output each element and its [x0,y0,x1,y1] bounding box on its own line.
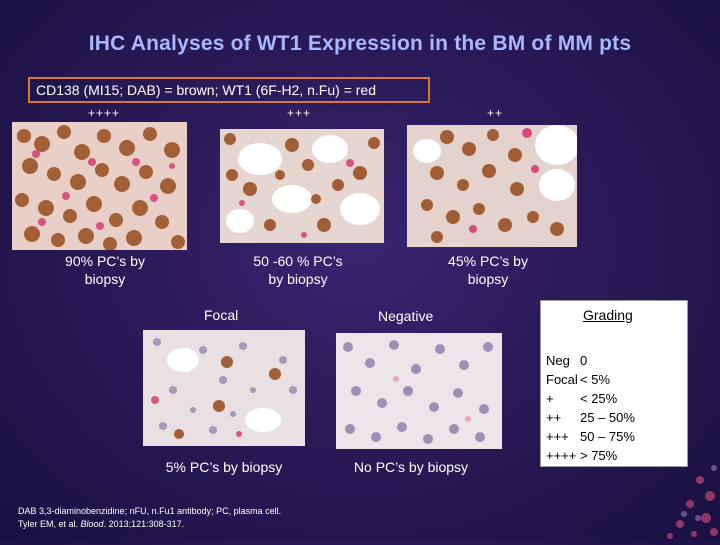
footnote-citation [18,518,281,531]
panel-2-grade: +++ [287,106,312,120]
grading-value: < 5% [580,372,610,387]
grading-key: ++ [546,410,562,425]
ihc-image-panel-5 [336,333,502,449]
grading-row [546,446,635,465]
stain-legend: CD138 (MI15; DAB) = brown; WT1 (6F-H2, n.Fu) = red [28,77,430,103]
footnote [18,505,281,531]
panel-1-grade: ++++ [88,106,121,120]
grading-row [546,408,635,427]
grading-key: Neg [546,353,570,368]
panel-4-grade: Focal [204,307,239,323]
ihc-image-panel-2 [220,129,384,243]
grading-key: +++ [546,429,569,444]
slide-title: IHC Analyses of WT1 Expression in the BM of MM pts [88,32,632,55]
grading-row [546,427,635,446]
panel-1-caption-line2: biopsy [84,271,126,287]
grading-key: ++++ [546,448,577,463]
grading-list [546,351,635,465]
panel-1-caption-line1: 90% PC’s by [65,253,145,269]
grading-value: < 25% [580,391,618,406]
panel-3-caption-line1: 45% PC’s by [448,253,528,269]
citation-authors: Tyler EM, et al. [18,519,81,529]
ihc-image-panel-4 [143,330,305,446]
grading-value: > 75% [580,448,618,463]
grading-value: 0 [580,353,588,368]
panel-3-caption-line2: biopsy [467,271,509,287]
panel-3-grade: ++ [487,106,504,120]
citation-details: . 2013;121:308-317. [103,519,185,529]
panel-2-caption-line2: by biopsy [268,271,328,287]
grading-row [546,351,635,370]
panel-4-caption: 5% PC’s by biopsy [165,459,283,475]
grading-value: 50 – 75% [580,429,635,444]
grading-row [546,370,635,389]
grading-title: Grading [583,307,633,323]
ihc-image-panel-3 [407,125,577,247]
panel-1-caption [40,252,170,288]
grading-legend-box [540,300,688,467]
grading-key: Focal [546,372,578,387]
grading-key: + [546,391,554,406]
ihc-image-panel-1 [12,122,187,250]
panel-5-grade: Negative [378,308,434,324]
grading-value: 25 – 50% [580,410,635,425]
panel-2-caption [228,252,368,288]
panel-2-caption-line1: 50 -60 % PC’s [253,253,343,269]
panel-3-caption [418,252,558,288]
corner-decoration [640,460,720,540]
grading-row [546,389,635,408]
footnote-abbreviations: DAB 3,3-diaminobenzidine; nFU, n.Fu1 antibody; PC, plasma cell. [18,506,282,516]
citation-journal: Blood [80,519,104,529]
panel-5-caption: No PC’s by biopsy [353,459,469,475]
